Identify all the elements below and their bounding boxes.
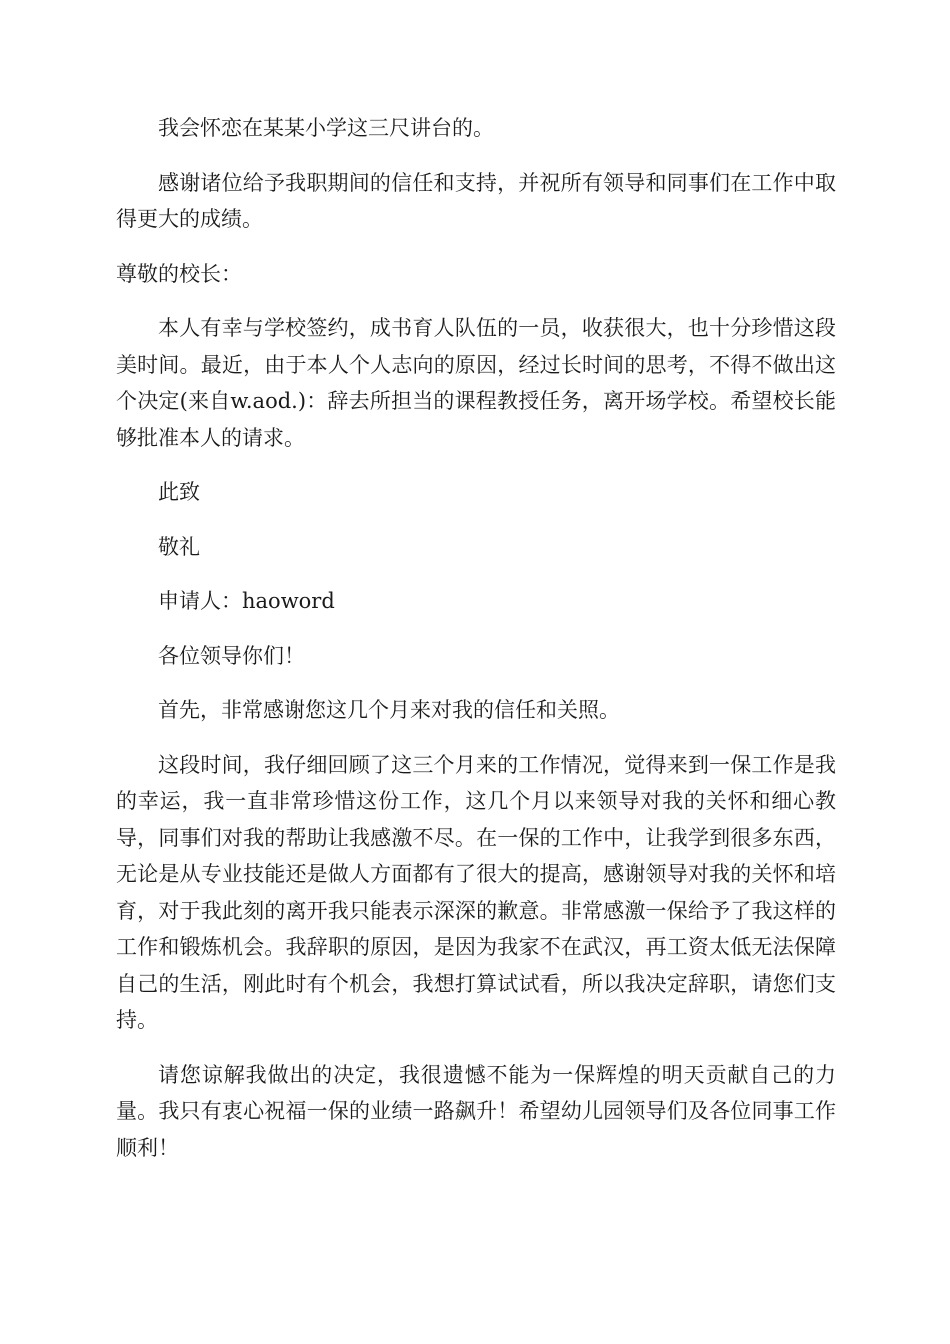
applicant-line: 申请人：haoword: [158, 589, 335, 613]
paragraph-thanks: 感谢诸位给予我职期间的信任和支持，并祝所有领导和同事们在工作中取得更大的成绩。: [116, 170, 836, 231]
document-body: [116, 110, 836, 1184]
paragraph-closing-wishes: 请您谅解我做出的决定，我很遗憾不能为一保辉煌的明天贡献自己的力量。我只有衷心祝福一保的业绩一路飙升！希望幼儿园领导们及各位同事工作顺利！: [116, 1062, 836, 1160]
paragraph-resignation-request: 本人有幸与学校签约，成书育人队伍的一员，收获很大，也十分珍惜这段美时间。最近，由于本人个人志向的原因，经过长时间的思考，不得不做出这个决定(来自w.aod.)：辞去所担当的课程教授任务，离开场学校。希望校长能够批准本人的请求。: [116, 316, 836, 450]
salutation-leaders: 各位领导你们！: [158, 643, 305, 668]
paragraph-reflection: 这段时间，我仔细回顾了这三个月来的工作情况，觉得来到一保工作是我的幸运，我一直非常珍惜这份工作，这几个月以来领导对我的关怀和细心教导，同事们对我的帮助让我感激不尽。在一保的工作中，让我学到很多东西，无论是从专业技能还是做人方面都有了很大的提高，感谢领导对我的关怀和培育，对于我此刻的离开我只能表示深深的歉意。非常感激一保给予了我这样的工作和锻炼机会。我辞职的原因，是因为我家不在武汉，再工资太低无法保障自己的生活，刚此时有个机会，我想打算试试看，所以我决定辞职，请您们支持。: [116, 752, 836, 1032]
salutation: 尊敬的校长：: [116, 261, 242, 286]
closing-jingli: 敬礼: [158, 534, 200, 559]
paragraph-farewell-line: 我会怀恋在某某小学这三尺讲台的。: [158, 116, 494, 140]
closing-cizhi: 此致: [158, 480, 200, 504]
paragraph-first-thanks: 首先，非常感谢您这几个月来对我的信任和关照。: [158, 698, 620, 722]
